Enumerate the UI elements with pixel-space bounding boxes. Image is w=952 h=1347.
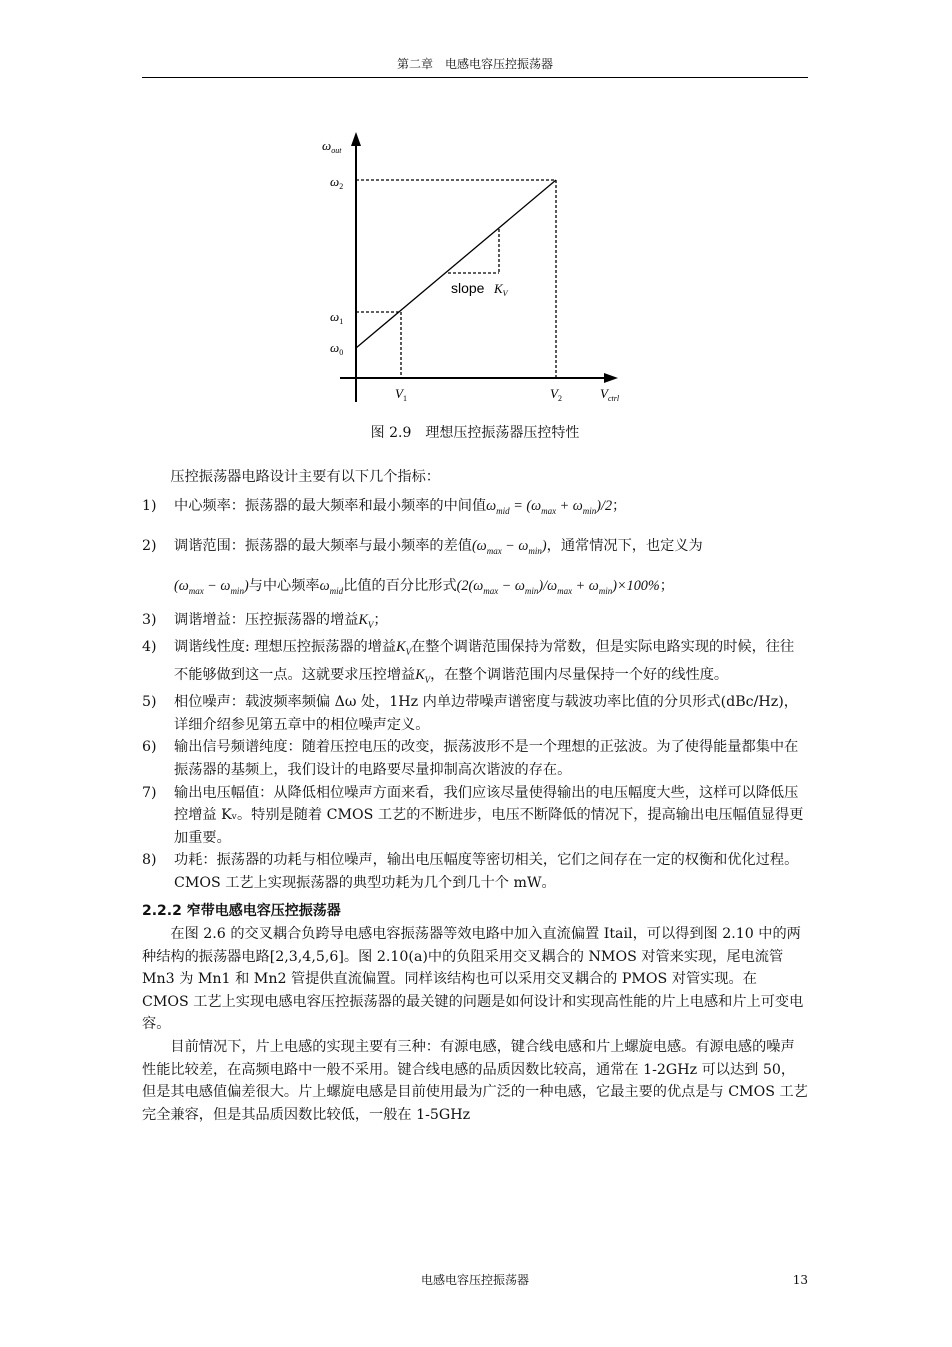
list-item-7 [142, 782, 808, 850]
y-tick-w1: $\omega_1$ [330, 309, 344, 326]
paragraph-2: 目前情况下，片上电感的实现主要有三种：有源电感，键合线电感和片上螺旋电感。有源电感的噪声性能比较差，在高频电路中一般不采用。键合线电感的品质因数比较高，通常在 1-2GHz 可以达到 50，但是其电感值偏差很大。片上螺旋电感是目前使用最为广泛的一种电感，它最主要的优点是与 CMOS 工艺完全兼容，但是其品质因数比较低，一般在 1-5GHz [142, 1039, 808, 1123]
section-title: 窄带电感电容压控振荡器 [186, 903, 341, 920]
eq-center-frequency: $\omega_{mid} = (\omega_{max} + \omega_{min})/2$ [486, 497, 613, 516]
eq-wmid: $\omega_{mid}$ [319, 578, 344, 597]
page-number: 13 [792, 1273, 808, 1287]
slope-label: slope [451, 280, 485, 296]
section-heading [142, 900, 808, 923]
eq-kv: $K_V$ [396, 639, 412, 658]
list-num: 3) [142, 611, 157, 628]
list-num: 7) [142, 784, 157, 801]
list-text-c: 与中心频率 [248, 578, 320, 595]
x-tick-v2: $V_2$ [550, 386, 562, 403]
x-tick-v1: $V_1$ [395, 386, 407, 403]
list-item-3: 3) 调谐增益：压控振荡器的增益$K_V$； [142, 609, 808, 636]
characteristic-line [356, 180, 556, 348]
vco-characteristic-figure [300, 128, 640, 413]
list-item-8 [142, 849, 808, 894]
y-tick-w0: $\omega_0$ [330, 340, 344, 357]
list-text-d: 比值的百分比形式 [343, 578, 457, 595]
list-num: 4) [142, 639, 157, 656]
list-text-c: ，在整个调谐范围内尽量保持一个好的线性度。 [430, 666, 729, 683]
list-text-a: 调谐线性度: 理想压控振荡器的增益 [174, 639, 397, 656]
running-header: 第二章 电感电容压控振荡器 [396, 57, 553, 71]
list-item-1: 1) 中心频率：振荡器的最大频率和最小频率的中间值$\omega_{mid} = (\omega_{max} + \omega_{min})/2$； [142, 495, 808, 522]
list-item-2: 2) 调谐范围：振荡器的最大频率与最小频率的差值$(\omega_{max} - \omega_{min})$，通常情况下，也定义为 $(\omega_{max} - \omega_{min})$与中心频率$\omega_{mid}$比值的百分比形式$(2(\omega_{max} - \omega_{min})/\omega_{max} + \omega_{min})\times 100\%$； [142, 535, 808, 603]
list-item-6 [142, 736, 808, 781]
list-item-4 [142, 636, 808, 691]
list-text: 功耗：振荡器的功耗与相位噪声，输出电压幅度等密切相关，它们之间存在一定的权衡和优化过程。CMOS 工艺上实现振荡器的典型功耗为几个到几十个 mW。 [174, 852, 799, 891]
list-item-5 [142, 691, 808, 736]
running-footer: 电感电容压控振荡器 [420, 1273, 529, 1287]
eq-kv: $K_V$ [358, 611, 374, 630]
list-text: 相位噪声：载波频率频偏 Δω 处，1Hz 内单边带噪声谱密度与载波功率比值的分贝形式(dBc/Hz)，详细介绍参见第五章中的相位噪声定义。 [174, 694, 798, 733]
list-text-b: 在整个调谐范围保持为常数，但是实际电路实现的时候，往往不能够做到这一点。这就要求压控增益 [174, 639, 795, 683]
list-num: 1) [142, 497, 157, 514]
list-num: 6) [142, 739, 157, 756]
list-num: 8) [142, 852, 157, 869]
list-text-b: ，通常情况下，也定义为 [546, 538, 703, 555]
slope-symbol: $K_V$ [494, 281, 508, 298]
section-number: 2.2.2 [142, 903, 182, 920]
list-text: 输出电压幅值：从降低相位噪声方面来看，我们应该尽量使得输出的电压幅度大些，这样可以降低压控增益 Kᵥ。特别是随着 CMOS 工艺的不断进步，电压不断降低的情况下，提高输出电压幅值显得更加重要。 [174, 784, 804, 846]
eq-tuning-diff: $(\omega_{max} - \omega_{min})$ [471, 538, 547, 556]
eq-kv: $K_V$ [415, 666, 431, 685]
list-text: 中心频率：振荡器的最大频率和最小频率的中间值 [174, 497, 487, 514]
list-text-a: 调谐范围：振荡器的最大频率与最小频率的差值 [174, 538, 472, 555]
eq-tuning-percent: $(2(\omega_{max} - \omega_{min})/\omega_{max} + \omega_{min})\times 100\%$ [456, 578, 660, 597]
header-rule [142, 77, 808, 78]
list-text: 调谐增益：压控振荡器的增益 [174, 611, 359, 628]
y-axis-label: $\omega_{out}$ [322, 138, 342, 155]
list-num: 5) [142, 694, 157, 711]
x-axis-arrow [604, 373, 618, 383]
list-num: 2) [142, 538, 157, 555]
list-text: 输出信号频谱纯度：随着压控电压的改变，振荡波形不是一个理想的正弦波。为了使得能量都集中在振荡器的基频上，我们设计的电路要尽量抑制高次谐波的存在。 [174, 739, 799, 778]
figure-caption: 图 2.9 理想压控振荡器压控特性 [370, 425, 580, 441]
paragraph-1: 在图 2.6 的交叉耦合负跨导电感电容振荡器等效电路中加入直流偏置 Itail，可以得到图 2.10 中的两种结构的振荡器电路[2,3,4,5,6]。图 2.10(a)中的负阻采用交叉耦合的 NMOS 对管来实现，尾电流管 Mn3 为 Mn1 和 Mn2 管提供直流偏置。同样该结构也可以采用交叉耦合的 PMOS 对管实现。在 CMOS 工艺上实现电感电容压控振荡器的最关键的问题是如何设计和实现高性能的片上电感和片上可变电容。 [142, 926, 804, 1033]
main-text [142, 466, 808, 1126]
x-axis-label: $V_{ctrl}$ [600, 386, 620, 403]
y-axis-arrow [351, 132, 361, 146]
y-tick-w2: $\omega_2$ [330, 174, 344, 191]
intro-text: 压控振荡器电路设计主要有以下几个指标： [170, 469, 440, 485]
eq-tuning-diff-2: $(\omega_{max} - \omega_{min})$ [174, 578, 249, 597]
